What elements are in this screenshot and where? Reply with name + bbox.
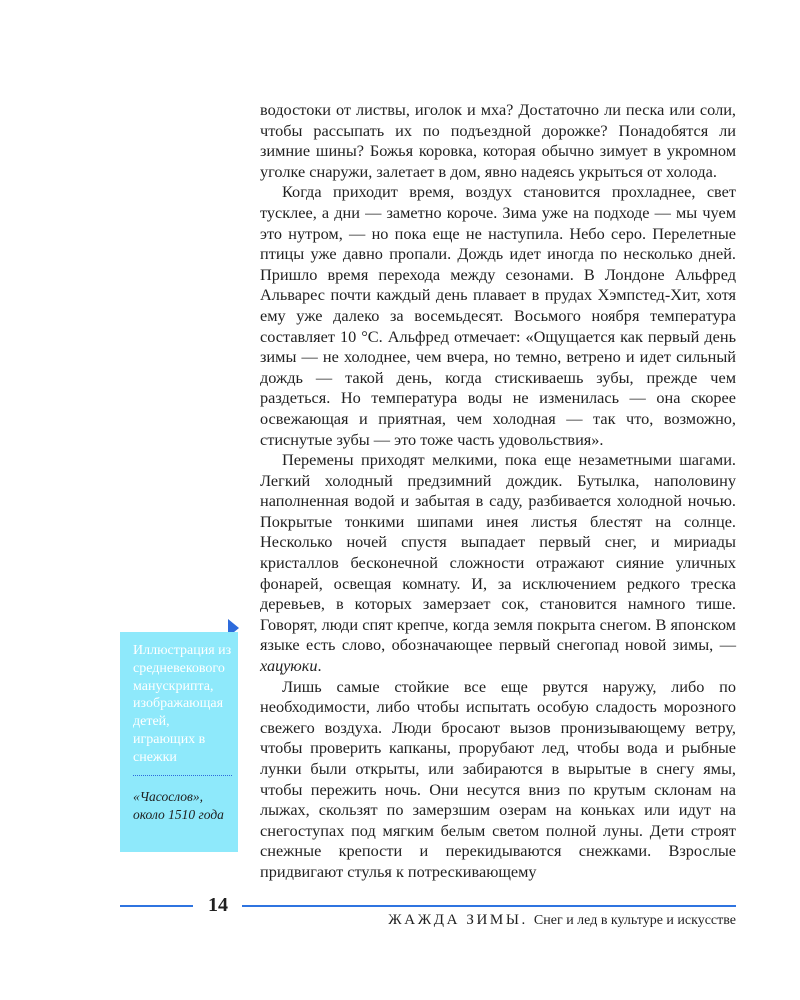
book-subtitle: Снег и лед в культуре и искусстве [533, 913, 736, 928]
footer-rule-left [120, 905, 193, 907]
illustration-source: «Часослов», около 1510 года [133, 788, 224, 822]
running-footer [388, 911, 736, 929]
book-title: ЖАЖДА ЗИМЫ. [388, 912, 528, 928]
footer-rule-right [242, 905, 736, 907]
paragraph-3-end: . [317, 656, 322, 676]
paragraph-3-text: Перемены приходят мелкими, пока еще незаметными шагами. Легкий холодный предзимний дождик. Бутылка, наполовину наполненная водой и забытая в саду, разбивается холодной ночью. Покрытые тонкими шипами инея листья блестят на солнце. Несколько ночей спустя выпадает первый снег, и мириады кристаллов бесконечной сложности отражают сияние уличных фонарей, освещая комнату. И, за исключением редкого треска деревьев, в которых замерзает сок, становится намного тише. Говорят, люди спят крепче, когда земля покрыта снегом. В японском языке есть слово, обозначающее первый снегопад новой зимы, — [260, 450, 736, 655]
body-text [260, 100, 736, 883]
page-number: 14 [208, 894, 228, 916]
illustration-caption-box [120, 632, 238, 852]
paragraph-3 [260, 450, 736, 677]
paragraph-2: Когда приходит время, воздух становится прохладнее, свет тусклее, а дни — заметно короче. Зима уже на подходе — мы чуем это нутром, — но пока еще не наступила. Небо серо. Перелетные птицы уже давно пропали. Дождь идет иногда по несколько дней. Пришло время перехода между сезонами. В Лондоне Альфред Альварес почти каждый день плавает в прудах Хэмпстед-Хит, хотя ему уже далеко за восемьдесят. Восьмого ноября температура составляет 10 °С. Альфред отмечает: «Ощущается как первый день зимы — не холоднее, чем вчера, но темно, ветрено и идет сильный дождь — такой день, когда стискиваешь зубы, прежде чем раздеться. Но температура воды не изменилась — она скорее освежающая и приятная, чем холодная — так что, возможно, стиснутые зубы — это тоже часть удовольствия». [260, 182, 736, 449]
paragraph-4: Лишь самые стойкие все еще рвутся наружу, либо по необходимости, либо чтобы испытать особую сладость морозного свежего воздуха. Люди бросают вызов пронизывающему ветру, чтобы проверить капканы, прорубают лед, чтобы вода и рыбные лунки были открыты, или забираются в вырытые в снегу ямы, чтобы пережить ночь. Они несутся вниз по крутым склонам на лыжах, скользят по замерзшим озерам на коньках или идут на снегоступах под мягким белым светом полной луны. Дети строят снежные крепости и перекидываются снежками. Взрослые придвигают стулья к потрескивающему [260, 676, 736, 881]
caption-divider [133, 775, 232, 776]
japanese-word: хацуюки [260, 656, 318, 676]
paragraph-1: водостоки от листвы, иголок и мха? Достаточно ли песка или соли, чтобы рассыпать их по подъездной дорожке? Понадобятся ли зимние шины? Божья коровка, которая обычно зимует в укромном уголке снаружи, залетает в дом, явно надеясь укрыться от холода. [260, 100, 736, 181]
illustration-caption: Иллюстрация из средневекового манускрипта, изображающая детей, играющих в снежки [133, 643, 232, 765]
